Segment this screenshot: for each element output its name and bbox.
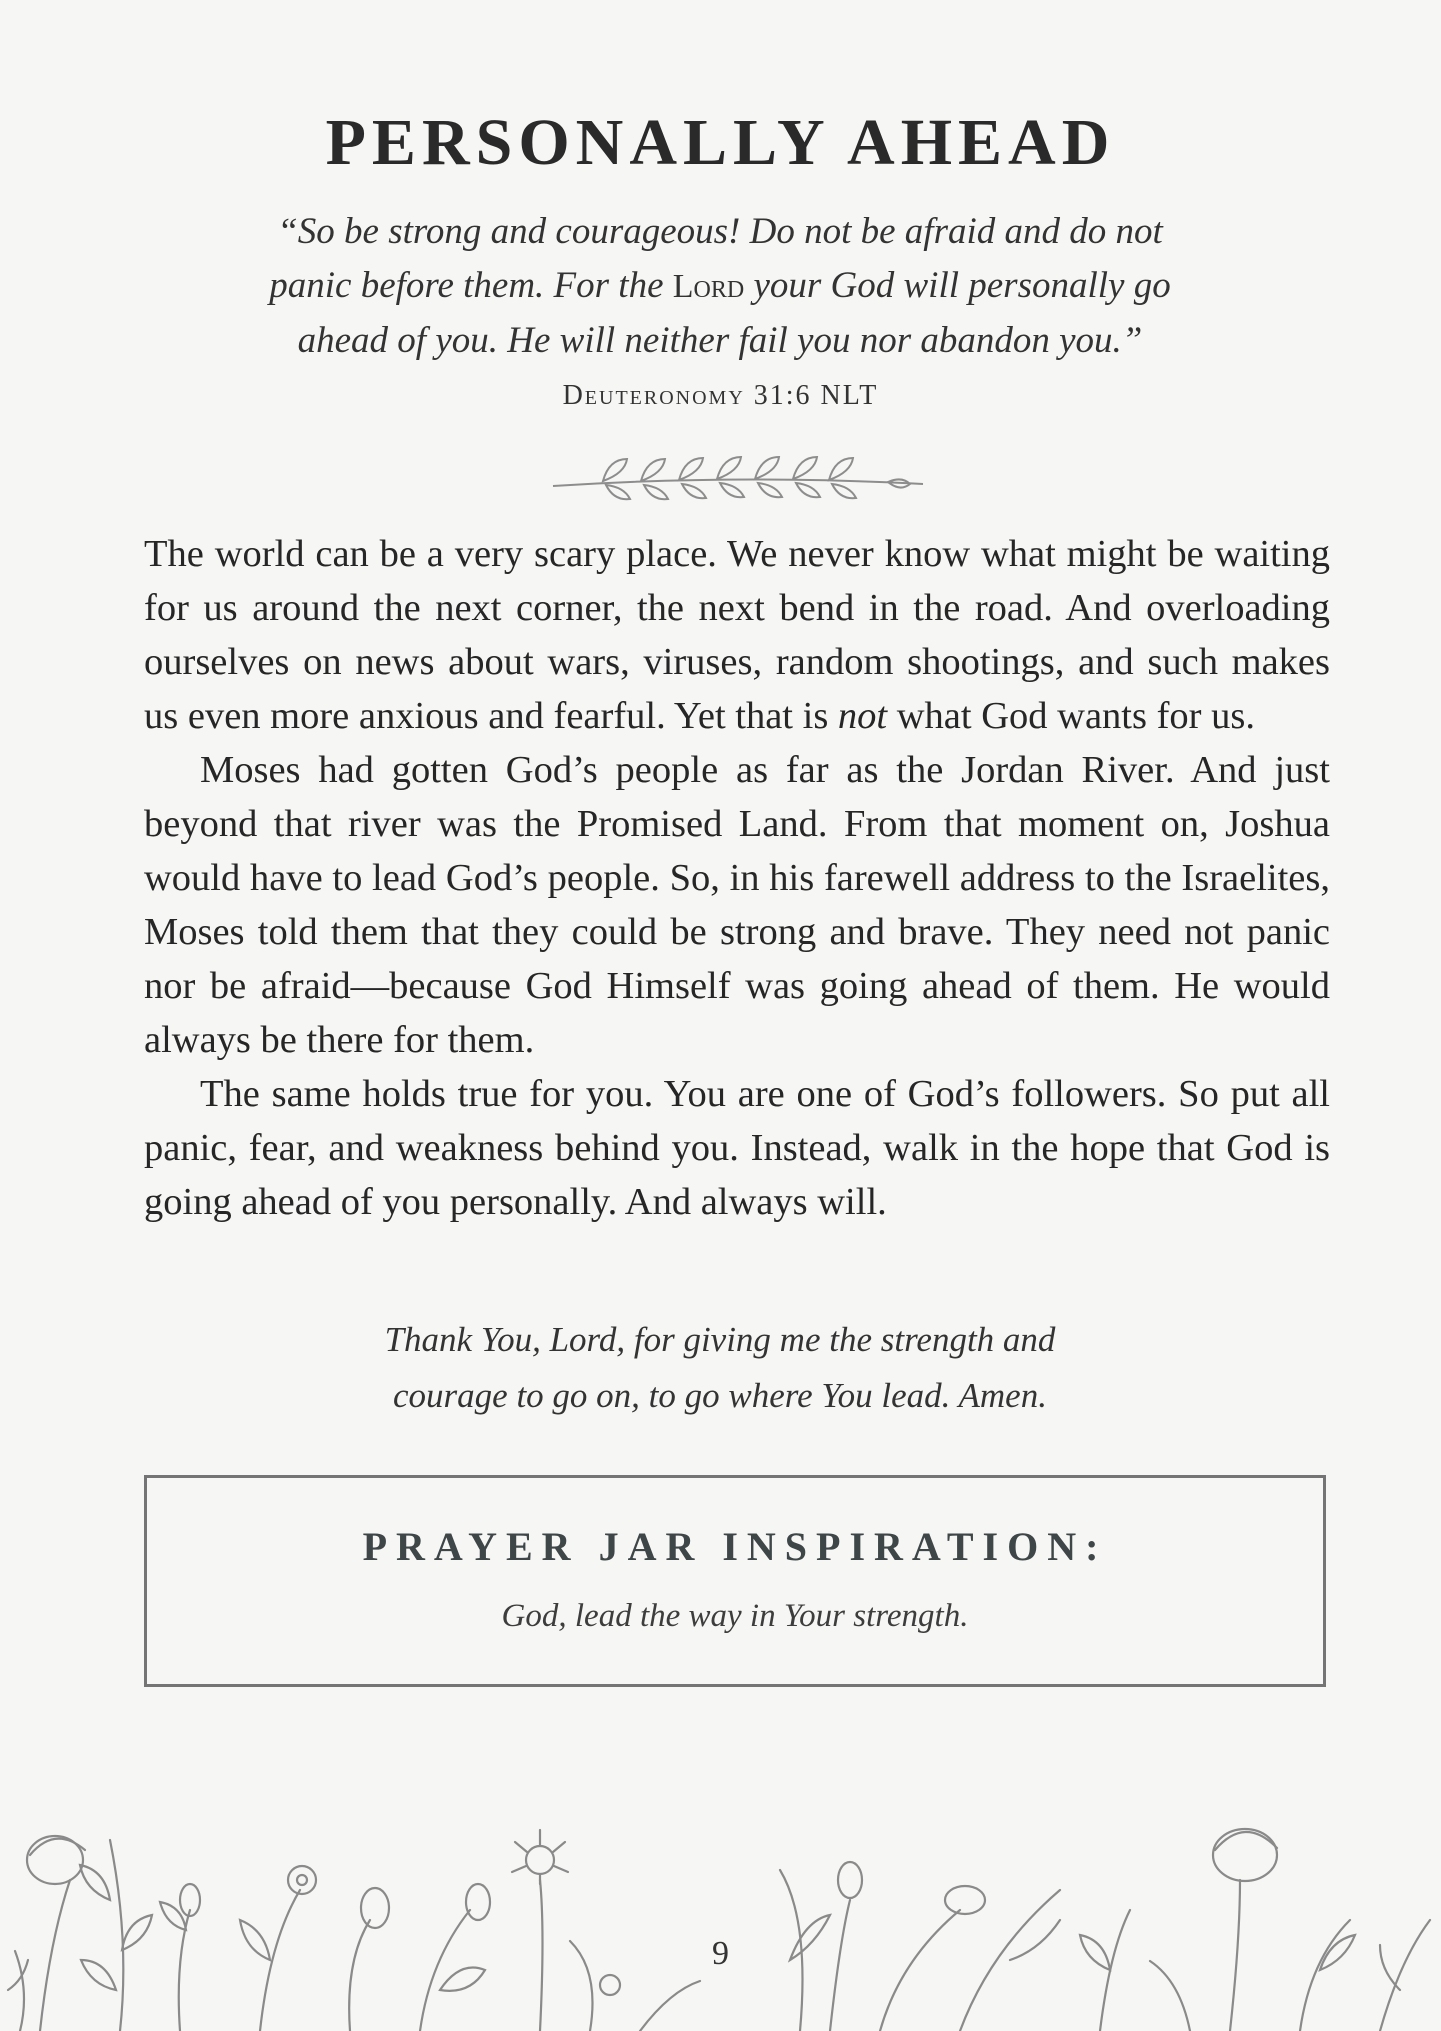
verse-line-2-end: your God will personally go: [744, 265, 1171, 306]
prayer-line-2: courage to go on, to go where You lead. Amen.: [393, 1376, 1047, 1415]
emphasis-not: not: [837, 695, 888, 737]
prayer-jar-heading: PRAYER JAR INSPIRATION:: [362, 1524, 1108, 1569]
verse-lord: Lord: [672, 268, 745, 305]
body-paragraph-1: [144, 527, 1330, 743]
verse-line-1: “So be strong and courageous! Do not be afraid and do not: [277, 211, 1163, 252]
prayer-jar-box: [144, 1475, 1326, 1687]
body-paragraph-1-start: The world can be a very scary place. We never know what might be waiting for us around the next corner, the next bend in the road. And overloading ourselves on news about wars, viruses, random shootings, and such makes us even more anxious and fearful. Yet that is: [144, 533, 1330, 737]
body-paragraph-2: Moses had gotten God’s people as far as the Jordan River. And just beyond that river was the Promised Land. From that moment on, Joshua would have to lead God’s people. So, in his farewell address to the Israelites, Moses told them that they could be strong and brave. They need not panic nor be afraid—because God Himself was going ahead of them. He would always be there for them.: [144, 749, 1330, 1061]
leaf-vine-icon: [548, 448, 928, 508]
closing-prayer: [240, 1312, 1200, 1424]
verse-line-2: [200, 259, 1240, 314]
page-title: PERSONALLY AHEAD: [325, 106, 1116, 179]
scripture-verse: [200, 205, 1240, 368]
body-paragraph-1-end: what God wants for us.: [887, 695, 1255, 737]
wildflower-border-icon: [0, 1760, 1441, 2031]
prayer-jar-text: God, lead the way in Your strength.: [501, 1598, 969, 1634]
verse-line-2-start: panic before them. For the: [269, 265, 673, 306]
page-number: 9: [712, 1935, 729, 1972]
verse-line-3: ahead of you. He will neither fail you nor abandon you.”: [297, 320, 1143, 361]
devotional-body: [144, 527, 1330, 1229]
scripture-reference: Deuteronomy 31:6 NLT: [562, 380, 879, 411]
prayer-line-1: Thank You, Lord, for giving me the strength and: [384, 1320, 1056, 1359]
body-paragraph-3: The same holds true for you. You are one of God’s followers. So put all panic, fear, and weakness behind you. Instead, walk in the hope that God is going ahead of you personally. And always will.: [144, 1073, 1330, 1223]
